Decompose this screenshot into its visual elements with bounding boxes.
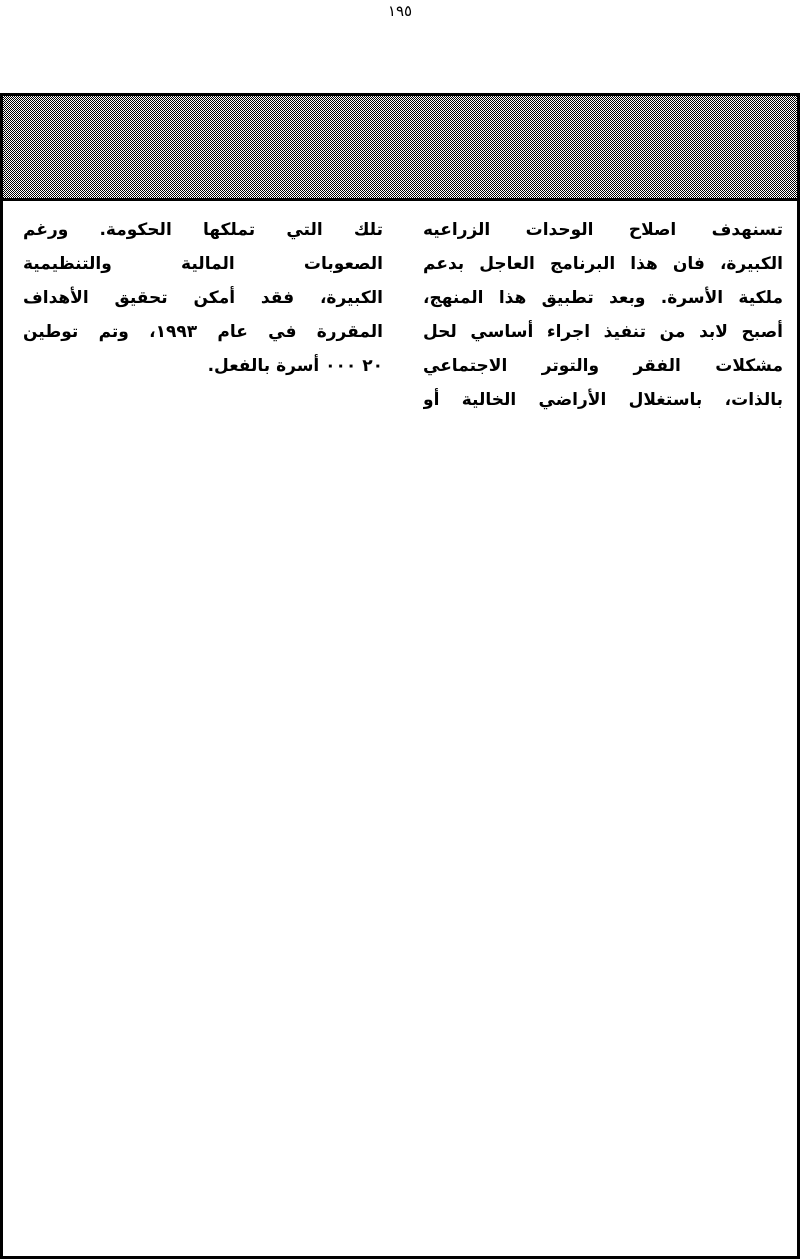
content-frame xyxy=(0,93,800,1259)
shaded-header-band xyxy=(3,96,797,201)
text-line: تلك التي تملكها الحكومة. ورغم xyxy=(23,220,383,240)
text-line: الكبيرة، فان هذا البرنامج العاجل بدعم xyxy=(423,254,783,274)
text-line: تسنهدف اصلاح الوحدات الزراعيه xyxy=(423,220,783,240)
text-line: ٢٠ ٠٠٠ أسرة بالفعل. xyxy=(207,356,383,376)
text-line: الكبيرة، فقد أمكن تحقيق الأهداف xyxy=(23,288,383,308)
left-text-column xyxy=(23,213,383,383)
text-line: المقررة في عام ١٩٩٣، وتم توطين xyxy=(23,322,383,342)
text-line: مشكلات الفقر والتوتر الاجتماعي xyxy=(423,356,783,376)
right-text-column xyxy=(423,213,783,417)
text-line: أصبح لابد من تنفيذ اجراء أساسي لحل xyxy=(423,322,783,342)
text-line: الصعوبات المالية والتنظيمية xyxy=(23,254,383,274)
page-number: ١٩٥ xyxy=(387,2,413,20)
text-line: ملكية الأسرة. وبعد تطبيق هذا المنهج، xyxy=(423,288,783,308)
text-line: بالذات، باستغلال الأراضي الخالية أو xyxy=(423,390,783,410)
